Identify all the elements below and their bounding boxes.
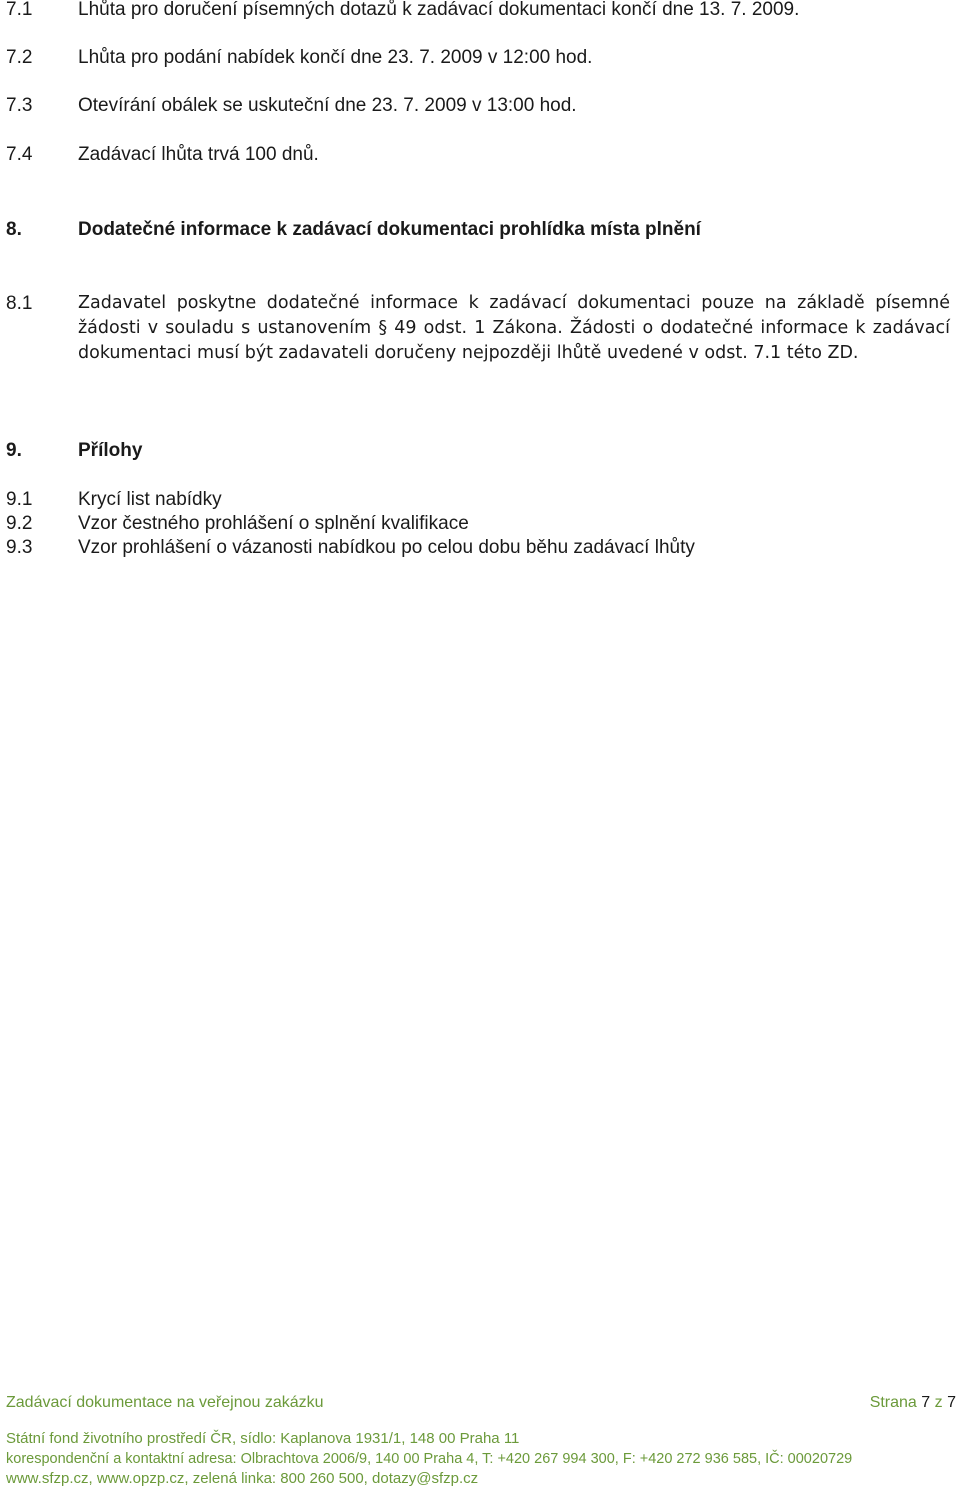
footer-address-line1: Státní fond životního prostředí ČR, sídlo: Kaplanova 1931/1, 148 00 Praha 11	[6, 1430, 520, 1447]
item-text: Zadávací lhůta trvá 100 dnů.	[78, 144, 319, 165]
section-number: 9.	[6, 440, 22, 461]
item-text: Lhůta pro podání nabídek končí dne 23. 7. 2009 v 12:00 hod.	[78, 47, 593, 68]
item-number: 7.4	[6, 144, 33, 165]
footer-doc-title: Zadávací dokumentace na veřejnou zakázku	[6, 1394, 324, 1411]
item-number: 9.2	[6, 513, 33, 534]
item-number: 9.1	[6, 489, 33, 510]
footer-web-contacts: www.sfzp.cz, www.opzp.cz, zelená linka: 800 260 500, dotazy@sfzp.cz	[6, 1470, 479, 1487]
section-title: Přílohy	[78, 440, 143, 461]
page-current: 7	[921, 1394, 931, 1411]
item-text: Vzor čestného prohlášení o splnění kvalifikace	[78, 513, 469, 534]
item-text: Vzor prohlášení o vázanosti nabídkou po celou dobu běhu zadávací lhůty	[78, 537, 695, 558]
page-total: 7	[947, 1394, 956, 1411]
footer-page-number	[870, 1394, 956, 1412]
item-number: 7.1	[6, 0, 33, 20]
item-text: Lhůta pro doručení písemných dotazů k zadávací dokumentaci končí dne 13. 7. 2009.	[78, 0, 800, 20]
page-label: Strana	[869, 1394, 917, 1411]
page-separator: z	[934, 1394, 943, 1411]
footer-address-line2: korespondenční a kontaktní adresa: Olbrachtova 2006/9, 140 00 Praha 4, T: +420 267 994 300, F: +420 272 936 585, IČ: 00020729	[6, 1451, 853, 1467]
section-number: 8.	[6, 219, 22, 240]
item-number: 7.3	[6, 95, 33, 116]
item-number: 7.2	[6, 47, 33, 68]
item-number: 9.3	[6, 537, 33, 558]
item-text: Otevírání obálek se uskuteční dne 23. 7. 2009 v 13:00 hod.	[78, 95, 577, 116]
section-title: Dodatečné informace k zadávací dokumentaci prohlídka místa plnění	[78, 219, 701, 240]
item-text: Krycí list nabídky	[78, 489, 222, 510]
item-number-8-1: 8.1	[6, 293, 33, 314]
item-paragraph-8-1: Zadavatel poskytne dodatečné informace k zadávací dokumentaci pouze na základě písemné žádosti v souladu s ustanovením § 49 odst. 1 Zákona. Žádosti o dodatečné informace k zadávací dokumentaci musí být zadavateli doručeny nejpozději lhůtě uvedené v odst. 7.1 této ZD.	[78, 293, 950, 363]
